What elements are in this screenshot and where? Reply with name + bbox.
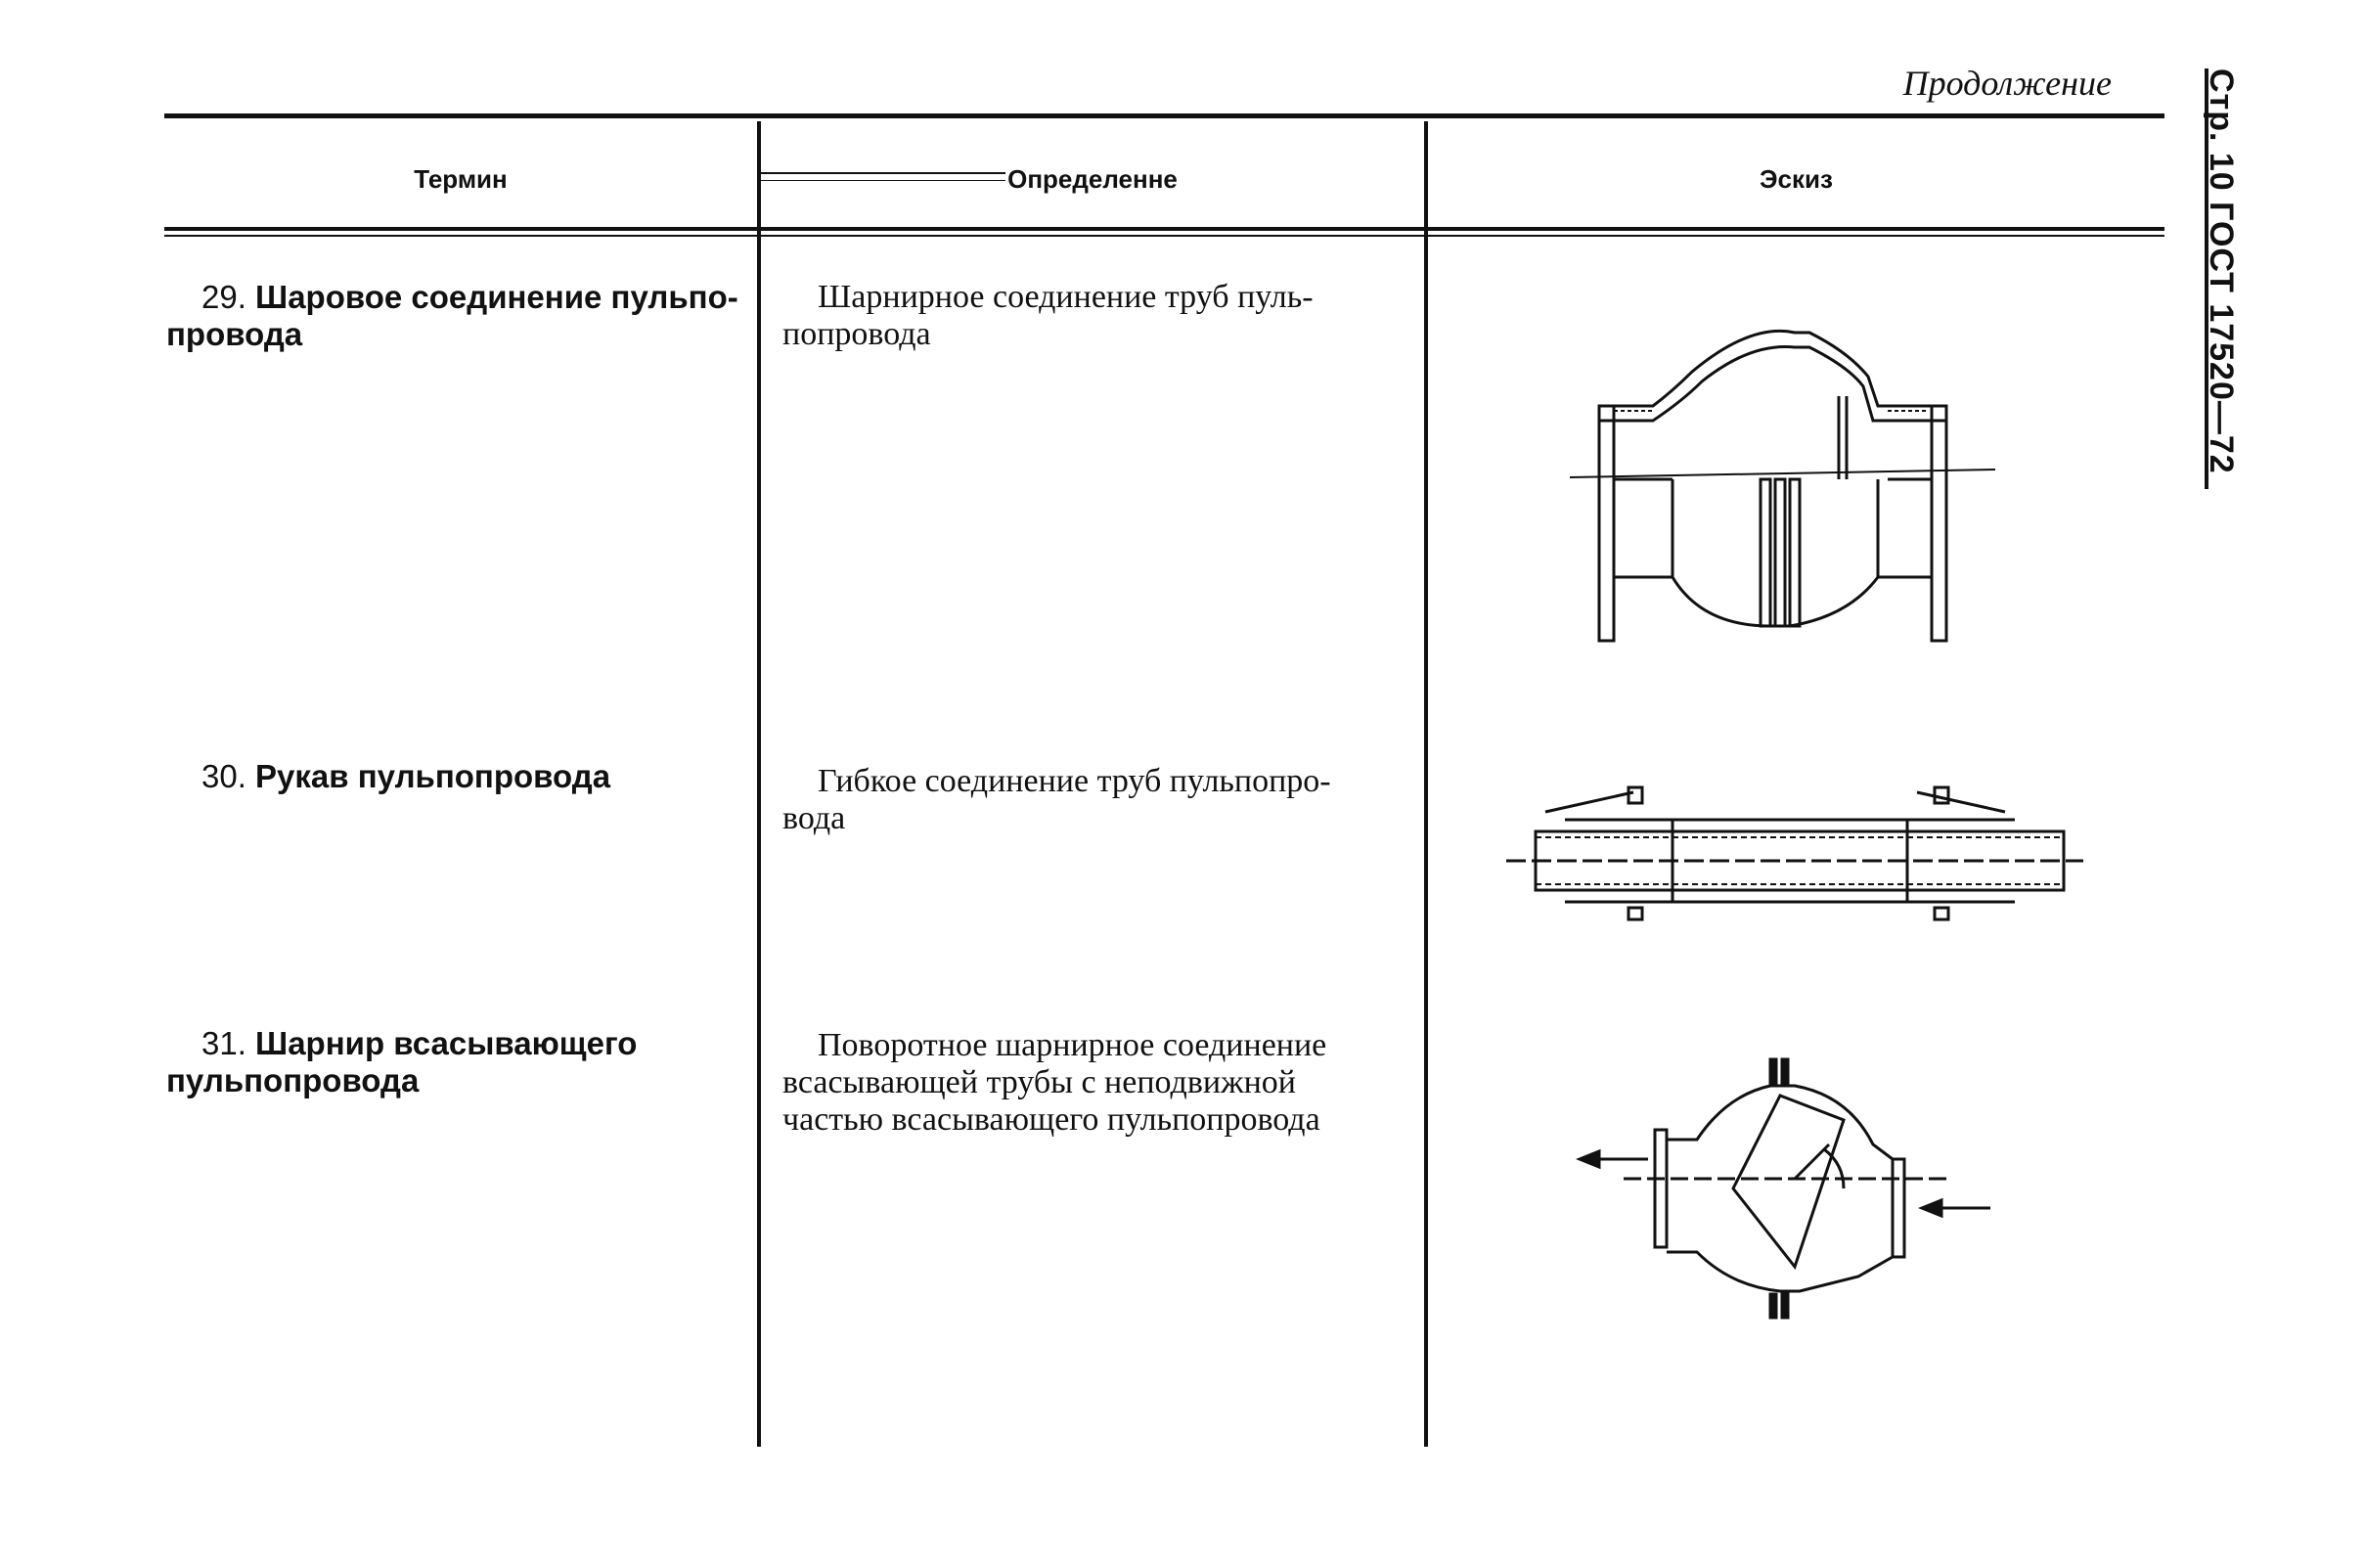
header-term: Термин <box>414 164 508 194</box>
term-text-cont: провода <box>166 316 303 352</box>
header-definition: Определенне <box>1007 164 1178 194</box>
header-bottom-rule <box>164 227 2164 231</box>
term-text: Шаровое соединение пульпо- <box>255 279 738 315</box>
ball-joint-pipe-sketch <box>1555 303 2015 646</box>
term-31 <box>166 1025 743 1099</box>
term-number: 29. <box>201 279 246 315</box>
definition-line: Гибкое соединение труб пульпопро- <box>818 763 1331 799</box>
definition-line: попровода <box>782 316 931 352</box>
table-top-rule <box>164 113 2164 118</box>
definition-30 <box>782 763 1408 837</box>
page-side-header <box>2199 68 2257 489</box>
term-text-cont: пульпопровода <box>166 1062 420 1098</box>
side-header-text: Стр. 10 ГОСТ 17520—72 <box>2203 68 2240 474</box>
definition-line: Шарнирное соединение труб пуль- <box>818 279 1314 315</box>
term-30 <box>166 758 743 795</box>
definition-31 <box>782 1027 1408 1139</box>
definition-line: всасывающей трубы с неподвижной <box>782 1064 1296 1100</box>
pipe-sleeve-sketch <box>1506 783 2093 929</box>
definition-line: частью всасывающего пульпопровода <box>782 1101 1320 1138</box>
column-divider-1 <box>757 121 761 1447</box>
column-divider-2 <box>1424 121 1428 1447</box>
term-29 <box>166 279 743 353</box>
definition-line: Поворотное шарнирное соединение <box>818 1027 1327 1063</box>
term-text: Рукав пульпопровода <box>255 758 611 794</box>
definition-29 <box>782 279 1408 353</box>
header-sketch: Эскиз <box>1760 164 1833 194</box>
definition-line: вода <box>782 800 846 836</box>
suction-hinge-sketch <box>1565 1052 1995 1325</box>
continuation-label: Продолжение <box>1902 64 2112 103</box>
term-number: 31. <box>201 1025 246 1061</box>
term-text: Шарнир всасывающего <box>255 1025 638 1061</box>
header-bottom-rule-2 <box>164 235 2164 237</box>
term-number: 30. <box>201 758 246 794</box>
